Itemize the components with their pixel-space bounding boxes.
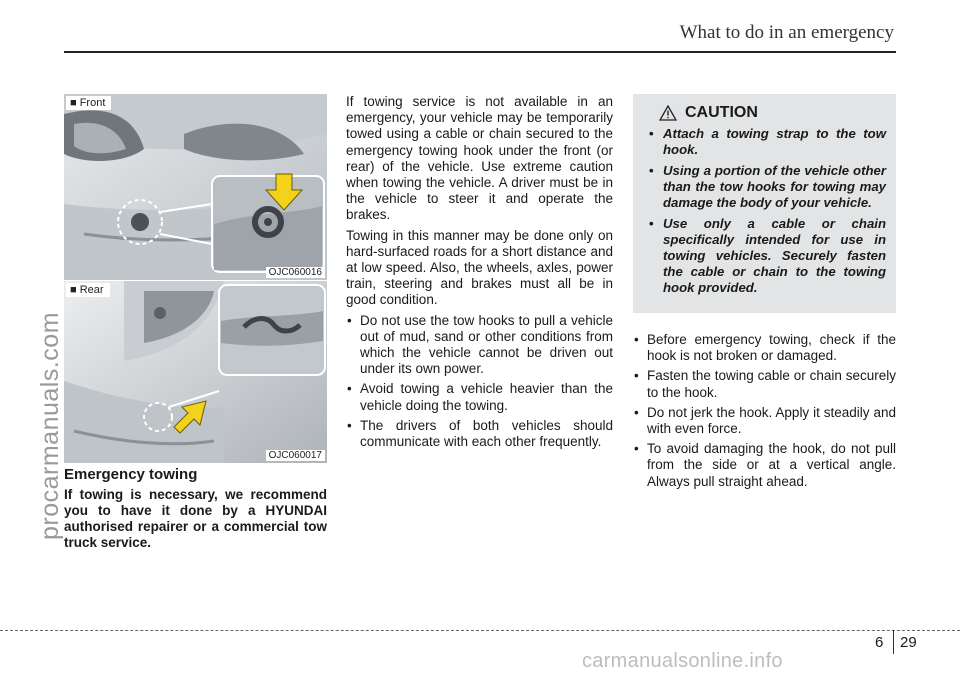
towing-instructions-column	[346, 94, 613, 454]
footer-rule	[0, 630, 960, 631]
caution-box	[633, 94, 896, 313]
side-watermark-text: procarmanuals.com	[36, 311, 64, 540]
warning-triangle-icon	[659, 105, 677, 121]
side-watermark	[6, 140, 64, 540]
list-item: • Do not jerk the hook. Apply it steadily and with even force.	[633, 405, 896, 437]
caution-title: CAUTION	[685, 104, 758, 121]
rear-figure-code: OJC060017	[266, 450, 325, 461]
page-number-divider	[893, 630, 894, 654]
list-item: • The drivers of both vehicles should communicate with each other frequently.	[346, 418, 613, 450]
hook-precautions-list	[633, 332, 896, 490]
towing-bullets	[346, 313, 613, 451]
bottom-watermark: carmanualsonline.info	[582, 650, 783, 672]
rear-bumper-illustration	[64, 281, 327, 463]
section-title: What to do in an emergency	[679, 22, 894, 43]
towing-paragraph-2: Towing in this manner may be done only on hard-surfaced roads for a short distance and at low speed. Also, the wheels, axles, power train, steering and brakes must all be in good condition.	[346, 227, 613, 308]
emergency-towing-intro: If towing is necessary, we recommend you to have it done by a HYUNDAI authorised repairer or a commercial tow truck service.	[64, 487, 327, 550]
list-item: • To avoid damaging the hook, do not pull from the side or at a vertical angle. Always pull straight ahead.	[633, 441, 896, 490]
caution-header	[659, 104, 886, 122]
front-tow-hook-figure	[64, 94, 327, 280]
header-rule	[64, 51, 896, 53]
list-item: • Avoid towing a vehicle heavier than the vehicle doing the towing.	[346, 381, 613, 413]
caution-item: • Using a portion of the vehicle other than the tow hooks for towing may damage the body of your vehicle.	[643, 163, 886, 211]
list-item: • Before emergency towing, check if the hook is not broken or damaged.	[633, 332, 896, 364]
caution-item: • Use only a cable or chain specifically intended for use in towing vehicles. Securely fasten the cable or chain to the towing hook provided.	[643, 216, 886, 296]
rear-figure-label: ■ Rear	[66, 283, 110, 297]
page-number: 29	[900, 634, 917, 651]
rear-figure-label-text: Rear	[79, 284, 104, 296]
hook-precautions-column	[633, 332, 896, 494]
front-figure-code: OJC060016	[266, 267, 325, 278]
list-item: • Fasten the towing cable or chain securely to the hook.	[633, 368, 896, 400]
towing-paragraph-1: If towing service is not available in an emergency, your vehicle may be temporarily towed using a cable or chain secured to the emergency towing hook under the front (or rear) of the vehicle. Use extreme caution when towing the vehicle. A driver must be in the vehicle to steer it and operate the brakes.	[346, 94, 613, 223]
caution-item: • Attach a towing strap to the tow hook.	[643, 126, 886, 158]
chapter-number: 6	[875, 634, 884, 651]
emergency-towing-heading: Emergency towing	[64, 466, 198, 483]
front-figure-label-text: Front	[79, 97, 106, 109]
list-item: • Do not use the tow hooks to pull a vehicle out of mud, sand or other conditions from which the vehicle cannot be driven out under its own power.	[346, 313, 613, 378]
front-figure-label: ■ Front	[66, 96, 111, 110]
rear-tow-hook-figure	[64, 281, 327, 463]
caution-list	[643, 126, 886, 296]
front-bumper-illustration	[64, 94, 327, 280]
